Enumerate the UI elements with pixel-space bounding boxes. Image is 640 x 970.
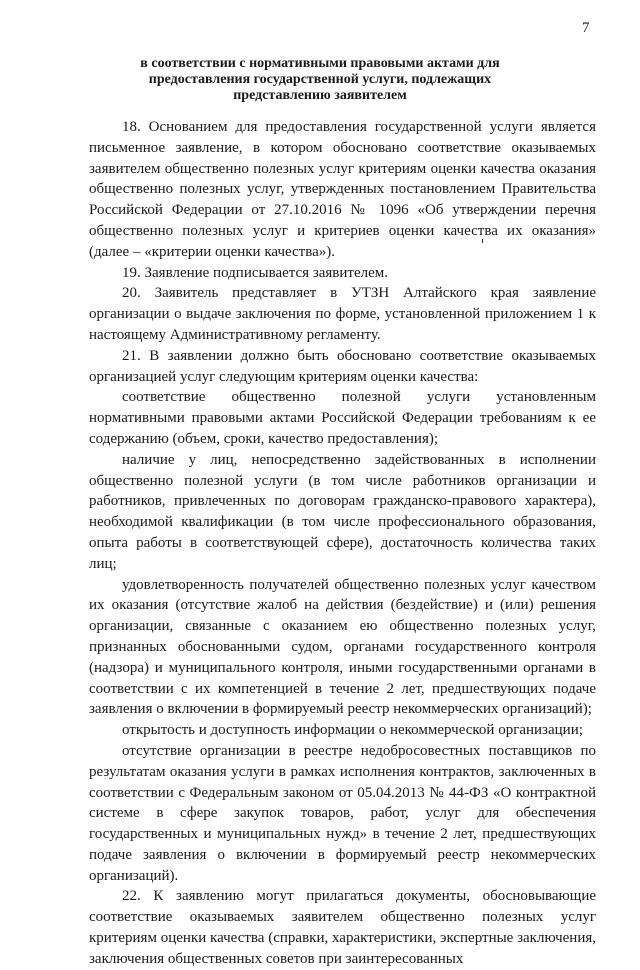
criterion-item: соответствие общественно полезной услуги установленным нормативными правовыми актами Российской Федерации требованиям к ее содержанию (объем, сроки, качество предоставления); [89,389,596,447]
criterion-item: удовлетворенность получателей общественно полезных услуг качеством их оказания (отсутствие жалоб на действия (бездействие) и (или) решения организации, связанные с оказанием ею общественно полезных услуг, признанных обоснованными судом, органами государственного контроля (надзора) и муниципального контроля, иными государственными органами в соответствии с их компетенцией в течение 2 лет, предшествующих подаче заявления о включении в формируемый реестр некоммерческих организаций); [89,576,596,718]
heading-line: в соответствии с нормативными правовыми актами для [140,56,500,71]
paragraph-20: 20. Заявитель представляет в УТЗН Алтайского края заявление организации о выдаче заключения по форме, установленной приложением 1 к настоящему Административному регламенту. [89,285,596,343]
paragraph-21: 21. В заявлении должно быть обосновано соответствие оказываемых организацией услуг следующим критериям оценки качества: [89,347,596,385]
criterion-item: наличие у лиц, непосредственно задействованных в исполнении общественно полезной услуги (в том числе работников организации и работников, привлеченных по договорам гражданско-правового характера), необходимой квалификации (в том числе профессионального образования, опыта работы в соответствующей сфере), достаточность количества таких лиц; [89,451,596,572]
paragraph-22: 22. К заявлению могут прилагаться документы, обосновывающие соответствие оказываемых заявителем общественно полезных услуг критериям оценки качества (справки, характеристики, экспертные заключения, заключения общественных советов при заинтересованных [89,888,596,967]
heading-line: предоставления государственной услуги, подлежащих [148,72,492,87]
criterion-item: открытость и доступность информации о некоммерческой организации; [122,722,583,739]
page-number: 7 [582,20,590,36]
paragraph-18: 18. Основанием для предоставления государственной услуги является письменное заявление, в котором обосновано соответствие оказываемых заявителем общественно полезных услуг критериям оценки качества оказания общественно полезных услуг, утвержденных постановлением Правительства Российской Федерации от 27.10.2016 № 1096 «Об утверждении перечня общественно полезных услуг и критериев оценки качества их оказания» (далее – «критерии оценки качества»). [89,119,596,260]
section-heading [100,56,540,104]
document-body [89,117,596,970]
paragraph-19: 19. Заявление подписывается заявителем. [122,264,389,281]
criterion-item: отсутствие организации в реестре недобросовестных поставщиков по результатам оказания услуги в рамках исполнения контрактов, заключенных в соответствии с Федеральным законом от 05.04.2013 № 44-ФЗ «О контрактной системе в сфере закупок товаров, работ, услуг для обеспечения государственных и муниципальных нужд» в течение 2 лет, предшествующих подаче заявления о включении в формируемый реестр некоммерческих организаций). [89,742,596,884]
heading-line: представлению заявителем [233,88,407,103]
